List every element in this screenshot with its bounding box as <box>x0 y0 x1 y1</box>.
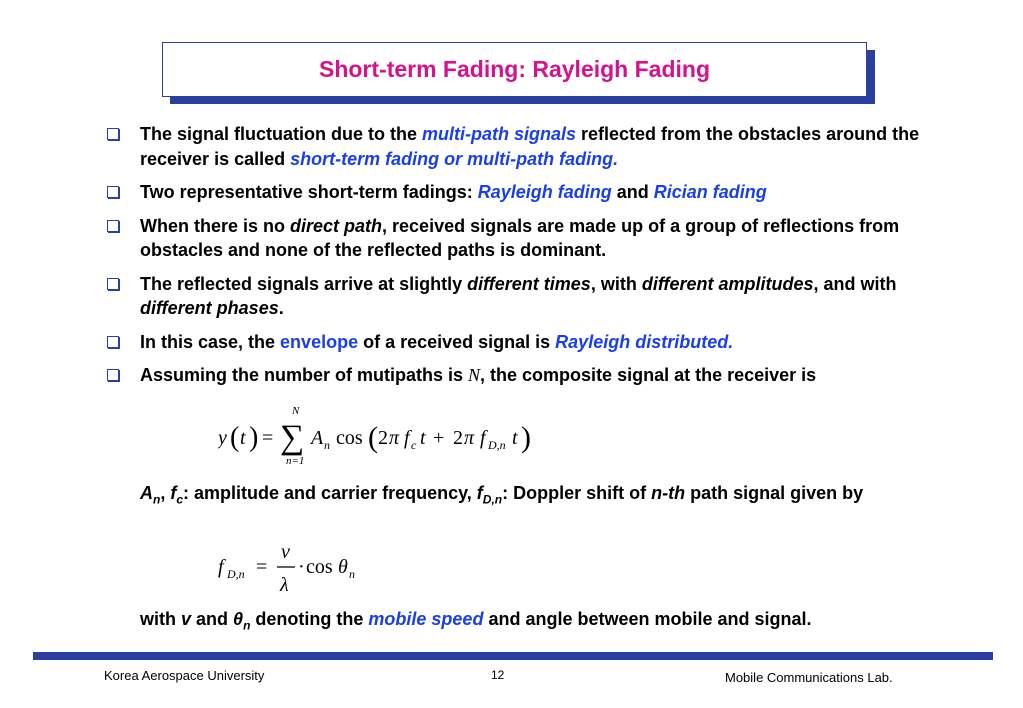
eq-theta: θ <box>338 556 348 578</box>
description-text: and angle between mobile and signal. <box>483 609 812 629</box>
nth-italic: n-th <box>651 483 686 503</box>
bullet-italic: different phases <box>140 298 279 318</box>
eq-sum-lower: n=1 <box>286 455 305 467</box>
eq-pi: π <box>464 427 475 449</box>
eq-cos: cos <box>336 427 363 449</box>
bullet-item <box>106 272 966 321</box>
checkbox-bullet-icon <box>107 336 119 348</box>
eq-cos: cos <box>306 556 333 578</box>
eq-f: f <box>218 556 224 578</box>
bullet-highlight: envelope <box>280 331 359 352</box>
eq-sub-n: n <box>324 438 330 452</box>
bullet-emphasis: Rician fading <box>653 182 767 202</box>
eq-f: f <box>480 427 486 449</box>
eq-pi: π <box>389 427 400 449</box>
bullet-text: Assuming the number of mutipaths is <box>140 365 469 385</box>
checkbox-bullet-icon <box>107 220 119 232</box>
bullet-text: . <box>278 298 284 318</box>
eq-sub-Dn: D,n <box>227 567 245 581</box>
bullet-text: In this case, the <box>140 331 281 352</box>
bullet-emphasis: Rayleigh distributed. <box>555 331 734 352</box>
eq-t: t <box>512 427 518 449</box>
description-text: with <box>140 609 181 629</box>
bullet-emphasis: Rayleigh fading <box>477 182 612 202</box>
var-v: v <box>181 609 192 629</box>
sub-c: c <box>176 492 184 507</box>
bullet-emphasis: short-term fading or multi-path fading. <box>290 148 619 169</box>
eq-paren: ) <box>249 422 259 453</box>
description-text: : Doppler shift of <box>502 483 652 503</box>
description-text: path signal given by <box>685 483 864 503</box>
description-text: and <box>191 609 234 629</box>
eq-sub-Dn: D,n <box>488 438 506 452</box>
bullet-list <box>106 122 966 397</box>
composite-signal-equation <box>218 404 558 470</box>
bullet-text: , with <box>590 273 642 294</box>
doppler-shift-equation <box>218 540 378 598</box>
eq-sum-upper: N <box>292 405 300 417</box>
with-description <box>140 607 960 638</box>
checkbox-bullet-icon <box>107 128 119 140</box>
checkbox-bullet-icon <box>107 186 119 198</box>
description-text: : amplitude and carrier frequency, <box>183 483 477 503</box>
separator: , <box>160 483 171 503</box>
var-f: f <box>476 483 483 503</box>
var-theta: θ <box>233 609 244 629</box>
bullet-text: reflected from the obstacles around the receiver is called <box>140 124 920 169</box>
eq-equals: = <box>262 427 274 449</box>
bullet-item <box>106 122 966 171</box>
eq-v: v <box>281 541 290 563</box>
title-box <box>162 42 867 97</box>
bullet-item <box>106 330 966 355</box>
mobile-speed-emphasis: mobile speed <box>368 609 484 629</box>
eq-lambda: λ <box>280 574 289 596</box>
eq-sub-c: c <box>411 438 417 452</box>
variable-n: N <box>468 365 481 385</box>
checkbox-bullet-icon <box>107 369 119 381</box>
eq-paren: ( <box>230 422 240 453</box>
bullet-text: Two representative short-term fadings: <box>140 182 478 202</box>
footer-university: Korea Aerospace University <box>104 668 265 683</box>
sub-n: n <box>243 618 251 633</box>
bullet-text: of a received signal is <box>358 331 556 352</box>
eq-equals: = <box>256 556 268 578</box>
slide-title: Short-term Fading: Rayleigh Fading <box>318 56 710 82</box>
bullet-text: When there is no <box>140 215 291 236</box>
eq-paren: ( <box>368 421 378 454</box>
eq-two: 2 <box>453 427 463 449</box>
bullet-text: The signal fluctuation due to the <box>140 124 422 144</box>
bullet-text: , and with <box>813 273 897 294</box>
bullet-item <box>106 214 966 263</box>
bullet-text: , the composite signal at the receiver is <box>480 365 817 385</box>
eq-plus: + <box>433 427 445 449</box>
bullet-emphasis: multi-path signals <box>422 124 577 144</box>
eq-paren: ) <box>521 421 531 454</box>
bullet-italic: different amplitudes <box>641 273 814 294</box>
bullet-item <box>106 180 966 205</box>
var-f: f <box>170 483 177 503</box>
bullet-text: , received signals are made up of a group of reflections from obstacles and none of the reflected paths is dominant. <box>140 215 900 260</box>
eq-two: 2 <box>378 427 388 449</box>
eq-A: A <box>311 427 324 449</box>
bullet-text: and <box>611 182 654 202</box>
eq-dot: · <box>298 556 305 578</box>
eq-t: t <box>420 427 426 449</box>
description-text: denoting the <box>250 609 369 629</box>
amplitude-description <box>140 481 940 512</box>
bullet-italic: direct path <box>290 215 383 236</box>
bullet-italic: different times <box>467 273 591 294</box>
eq-t: t <box>240 427 246 449</box>
footer-bar <box>33 652 993 660</box>
checkbox-bullet-icon <box>107 278 119 290</box>
sub-n: n <box>153 492 161 507</box>
eq-y: y <box>218 427 227 449</box>
footer-lab: Mobile Communications Lab. <box>725 670 893 685</box>
page-number: 12 <box>491 668 505 682</box>
eq-sum: ∑ <box>280 419 305 456</box>
bullet-item <box>106 363 966 388</box>
eq-sub-n: n <box>349 567 355 581</box>
bullet-text: The reflected signals arrive at slightly <box>140 273 468 294</box>
sub-Dn: D,n <box>482 492 503 507</box>
var-A: A <box>140 483 153 503</box>
eq-f: f <box>404 427 410 449</box>
